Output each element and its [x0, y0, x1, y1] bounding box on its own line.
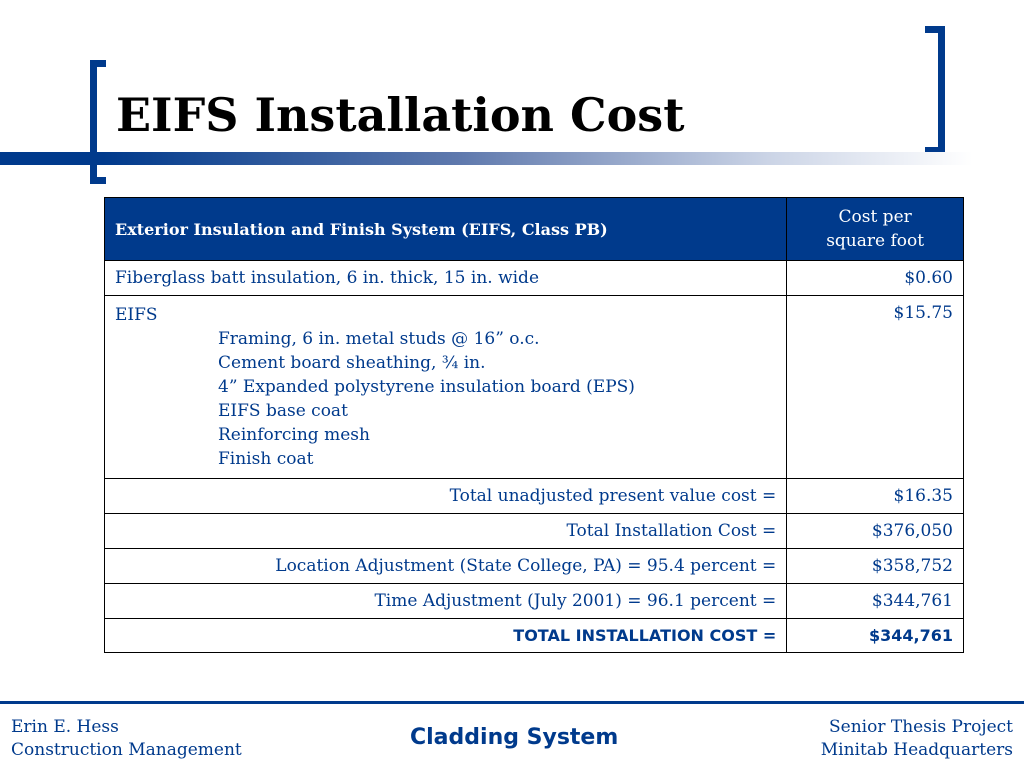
grand-total-value: $344,761 — [787, 619, 964, 653]
eifs-component: Framing, 6 in. metal studs @ 16” o.c. — [218, 329, 540, 349]
eifs-component: 4” Expanded polystyrene insulation board (EPS) — [218, 377, 635, 397]
title-gradient-rule — [0, 152, 1024, 165]
eifs-component: Cement board sheathing, ¾ in. — [218, 353, 486, 373]
summary-value: $376,050 — [787, 514, 964, 549]
slide-title: EIFS Installation Cost — [116, 88, 685, 142]
eifs-cost: $15.75 — [787, 296, 964, 479]
summary-label: Total unadjusted present value cost = — [105, 479, 787, 514]
summary-value: $16.35 — [787, 479, 964, 514]
table-row-summary — [105, 549, 964, 584]
summary-value: $358,752 — [787, 549, 964, 584]
table-row-fiberglass — [105, 261, 964, 296]
footer-author-name: Erin E. Hess — [11, 717, 119, 737]
header-cost-line2: square foot — [826, 231, 925, 251]
footer-author — [11, 716, 242, 762]
footer-rule — [0, 701, 1024, 704]
left-bracket-decoration — [90, 60, 106, 184]
eifs-component: EIFS base coat — [218, 401, 348, 421]
eifs-label: EIFS — [115, 305, 158, 325]
footer-author-option: Construction Management — [11, 740, 242, 760]
footer-project-building: Minitab Headquarters — [820, 740, 1013, 760]
summary-value: $344,761 — [787, 584, 964, 619]
header-description: Exterior Insulation and Finish System (EIFS, Class PB) — [105, 198, 787, 261]
summary-label: Time Adjustment (July 2001) = 96.1 percent = — [105, 584, 787, 619]
header-cost-line1: Cost per — [838, 207, 912, 227]
footer-project-name: Senior Thesis Project — [829, 717, 1013, 737]
fiberglass-cost: $0.60 — [787, 261, 964, 296]
summary-label: Total Installation Cost = — [105, 514, 787, 549]
fiberglass-description: Fiberglass batt insulation, 6 in. thick, 15 in. wide — [105, 261, 787, 296]
right-bracket-decoration — [925, 26, 945, 154]
eifs-description — [105, 296, 787, 479]
table-row-eifs — [105, 296, 964, 479]
table-row-summary — [105, 514, 964, 549]
grand-total-label: TOTAL INSTALLATION COST = — [105, 619, 787, 653]
summary-label: Location Adjustment (State College, PA) = 95.4 percent = — [105, 549, 787, 584]
table-row-summary — [105, 479, 964, 514]
header-cost — [787, 198, 964, 261]
eifs-component: Reinforcing mesh — [218, 425, 370, 445]
cost-table — [104, 197, 964, 653]
eifs-component: Finish coat — [218, 449, 314, 469]
footer-section-title: Cladding System — [410, 725, 619, 750]
table-row-summary — [105, 584, 964, 619]
table-row-grand-total — [105, 619, 964, 653]
table-header-row — [105, 198, 964, 261]
footer-project — [821, 716, 1013, 762]
